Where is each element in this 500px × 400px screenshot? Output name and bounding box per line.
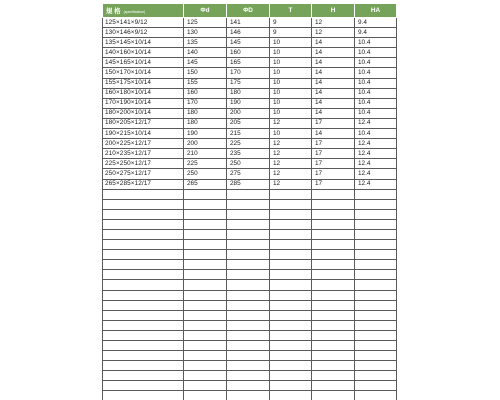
empty-cell [184, 290, 227, 300]
empty-cell [270, 240, 312, 250]
cell-h: 17 [312, 159, 355, 169]
empty-cell [103, 290, 184, 300]
cell-d-inner: 135 [184, 38, 227, 48]
empty-cell [103, 209, 184, 219]
cell-spec: 265×285×12/17 [103, 179, 184, 189]
cell-d-inner: 140 [184, 48, 227, 58]
cell-h: 14 [312, 48, 355, 58]
table-row [103, 108, 397, 118]
empty-cell [103, 330, 184, 340]
cell-h: 14 [312, 68, 355, 78]
table-row [103, 139, 397, 149]
empty-cell [355, 229, 397, 239]
empty-cell [184, 310, 227, 320]
cell-h: 14 [312, 88, 355, 98]
cell-t: 10 [270, 48, 312, 58]
cell-ha: 9.4 [355, 28, 397, 38]
empty-cell [227, 250, 270, 260]
empty-cell [312, 240, 355, 250]
empty-cell [312, 250, 355, 260]
empty-cell [312, 300, 355, 310]
empty-cell [184, 250, 227, 260]
empty-cell [103, 320, 184, 330]
header-t: T [270, 4, 312, 18]
empty-cell [103, 371, 184, 381]
empty-cell [227, 290, 270, 300]
empty-cell [184, 371, 227, 381]
cell-d-inner: 180 [184, 118, 227, 128]
table-row [103, 169, 397, 179]
table-row [103, 159, 397, 169]
spec-table [102, 3, 397, 400]
header-spec-label: 規 格 [106, 8, 121, 15]
empty-cell [270, 199, 312, 209]
cell-h: 14 [312, 58, 355, 68]
empty-cell [103, 219, 184, 229]
cell-d-outer: 165 [227, 58, 270, 68]
empty-cell [355, 199, 397, 209]
cell-d-outer: 190 [227, 98, 270, 108]
empty-cell [103, 341, 184, 351]
empty-cell [270, 250, 312, 260]
empty-cell [227, 320, 270, 330]
empty-cell [355, 270, 397, 280]
cell-t: 12 [270, 149, 312, 159]
empty-cell [227, 260, 270, 270]
empty-cell [270, 290, 312, 300]
cell-d-inner: 125 [184, 18, 227, 28]
cell-t: 10 [270, 108, 312, 118]
cell-h: 17 [312, 149, 355, 159]
empty-cell [312, 381, 355, 391]
cell-spec: 150×170×10/14 [103, 68, 184, 78]
table-row [103, 38, 397, 48]
empty-cell [355, 209, 397, 219]
empty-cell [103, 260, 184, 270]
table-row [103, 179, 397, 189]
empty-cell [184, 381, 227, 391]
empty-cell [270, 371, 312, 381]
cell-d-outer: 175 [227, 78, 270, 88]
empty-row [103, 290, 397, 300]
cell-d-outer: 225 [227, 139, 270, 149]
table-row [103, 88, 397, 98]
empty-cell [184, 219, 227, 229]
cell-d-inner: 200 [184, 139, 227, 149]
cell-spec: 130×146×9/12 [103, 28, 184, 38]
cell-d-inner: 225 [184, 159, 227, 169]
empty-cell [355, 310, 397, 320]
cell-d-inner: 170 [184, 98, 227, 108]
empty-cell [184, 229, 227, 239]
cell-ha: 10.4 [355, 88, 397, 98]
empty-cell [103, 391, 184, 400]
cell-d-outer: 250 [227, 159, 270, 169]
empty-cell [103, 300, 184, 310]
header-d-outer: ΦD [227, 4, 270, 18]
empty-cell [184, 199, 227, 209]
empty-cell [270, 209, 312, 219]
empty-cell [270, 361, 312, 371]
empty-cell [355, 290, 397, 300]
table-row [103, 68, 397, 78]
table-row [103, 118, 397, 128]
empty-row [103, 300, 397, 310]
empty-cell [355, 189, 397, 199]
cell-spec: 135×145×10/14 [103, 38, 184, 48]
empty-row [103, 219, 397, 229]
table-row [103, 18, 397, 28]
empty-row [103, 260, 397, 270]
empty-cell [270, 351, 312, 361]
empty-cell [270, 310, 312, 320]
cell-ha: 9.4 [355, 18, 397, 28]
empty-cell [355, 300, 397, 310]
empty-cell [355, 391, 397, 400]
empty-cell [355, 371, 397, 381]
cell-ha: 12.4 [355, 118, 397, 128]
empty-cell [312, 351, 355, 361]
cell-spec: 190×215×10/14 [103, 129, 184, 139]
empty-cell [312, 290, 355, 300]
cell-t: 10 [270, 38, 312, 48]
cell-ha: 10.4 [355, 68, 397, 78]
empty-cell [355, 250, 397, 260]
empty-cell [184, 330, 227, 340]
empty-cell [355, 330, 397, 340]
cell-h: 17 [312, 139, 355, 149]
empty-cell [103, 361, 184, 371]
cell-ha: 10.4 [355, 38, 397, 48]
empty-cell [184, 189, 227, 199]
cell-d-outer: 146 [227, 28, 270, 38]
empty-row [103, 351, 397, 361]
empty-cell [355, 351, 397, 361]
empty-cell [312, 371, 355, 381]
empty-cell [227, 229, 270, 239]
cell-d-inner: 250 [184, 169, 227, 179]
cell-spec: 180×200×10/14 [103, 108, 184, 118]
empty-row [103, 270, 397, 280]
cell-t: 10 [270, 98, 312, 108]
empty-cell [355, 361, 397, 371]
empty-cell [184, 361, 227, 371]
cell-t: 10 [270, 58, 312, 68]
cell-h: 17 [312, 169, 355, 179]
empty-cell [103, 280, 184, 290]
cell-h: 17 [312, 179, 355, 189]
empty-cell [103, 381, 184, 391]
empty-cell [312, 391, 355, 400]
empty-cell [270, 270, 312, 280]
empty-cell [270, 280, 312, 290]
cell-ha: 12.4 [355, 159, 397, 169]
cell-t: 9 [270, 28, 312, 38]
cell-spec: 160×180×10/14 [103, 88, 184, 98]
cell-d-outer: 215 [227, 129, 270, 139]
empty-cell [227, 219, 270, 229]
cell-ha: 10.4 [355, 58, 397, 68]
empty-cell [270, 381, 312, 391]
cell-spec: 170×190×10/14 [103, 98, 184, 108]
empty-cell [184, 351, 227, 361]
empty-cell [355, 240, 397, 250]
empty-cell [270, 320, 312, 330]
cell-spec: 200×225×12/17 [103, 139, 184, 149]
cell-spec: 155×175×10/14 [103, 78, 184, 88]
cell-t: 12 [270, 118, 312, 128]
cell-ha: 10.4 [355, 108, 397, 118]
empty-cell [103, 240, 184, 250]
cell-d-inner: 210 [184, 149, 227, 159]
empty-row [103, 240, 397, 250]
table-row [103, 58, 397, 68]
cell-d-outer: 235 [227, 149, 270, 159]
cell-d-outer: 180 [227, 88, 270, 98]
empty-cell [103, 351, 184, 361]
header-d-inner: Φd [184, 4, 227, 18]
empty-cell [312, 361, 355, 371]
cell-t: 10 [270, 68, 312, 78]
empty-cell [184, 391, 227, 400]
cell-t: 10 [270, 129, 312, 139]
empty-row [103, 341, 397, 351]
cell-d-inner: 160 [184, 88, 227, 98]
empty-cell [270, 330, 312, 340]
empty-cell [270, 300, 312, 310]
cell-spec: 180×205×12/17 [103, 118, 184, 128]
empty-cell [227, 341, 270, 351]
cell-spec: 140×160×10/14 [103, 48, 184, 58]
empty-cell [184, 240, 227, 250]
header-spec-sub: (specification) [123, 10, 146, 14]
table-row [103, 98, 397, 108]
cell-h: 12 [312, 18, 355, 28]
empty-cell [355, 260, 397, 270]
empty-cell [227, 189, 270, 199]
empty-row [103, 189, 397, 199]
cell-d-outer: 205 [227, 118, 270, 128]
cell-d-outer: 275 [227, 169, 270, 179]
header-spec [103, 4, 184, 18]
cell-spec: 125×141×9/12 [103, 18, 184, 28]
empty-cell [227, 270, 270, 280]
cell-h: 14 [312, 129, 355, 139]
cell-d-inner: 155 [184, 78, 227, 88]
cell-t: 10 [270, 88, 312, 98]
cell-t: 12 [270, 139, 312, 149]
empty-cell [270, 260, 312, 270]
header-ha: HA [355, 4, 397, 18]
empty-cell [184, 320, 227, 330]
cell-ha: 12.4 [355, 169, 397, 179]
empty-row [103, 199, 397, 209]
cell-h: 17 [312, 118, 355, 128]
empty-cell [227, 199, 270, 209]
empty-cell [103, 250, 184, 260]
empty-cell [227, 351, 270, 361]
cell-h: 14 [312, 78, 355, 88]
cell-d-inner: 180 [184, 108, 227, 118]
empty-cell [103, 199, 184, 209]
empty-cell [103, 229, 184, 239]
cell-h: 12 [312, 28, 355, 38]
cell-d-inner: 150 [184, 68, 227, 78]
cell-h: 14 [312, 98, 355, 108]
header-h: H [312, 4, 355, 18]
cell-t: 9 [270, 18, 312, 28]
cell-ha: 12.4 [355, 149, 397, 159]
empty-cell [184, 260, 227, 270]
cell-d-outer: 145 [227, 38, 270, 48]
header-row [103, 4, 397, 18]
table-row [103, 78, 397, 88]
cell-t: 12 [270, 169, 312, 179]
empty-cell [103, 270, 184, 280]
cell-t: 12 [270, 159, 312, 169]
empty-row [103, 391, 397, 400]
empty-cell [270, 229, 312, 239]
cell-d-outer: 160 [227, 48, 270, 58]
empty-cell [312, 189, 355, 199]
table-row [103, 129, 397, 139]
cell-d-outer: 141 [227, 18, 270, 28]
empty-cell [355, 280, 397, 290]
empty-cell [227, 280, 270, 290]
table-row [103, 149, 397, 159]
empty-cell [270, 341, 312, 351]
cell-d-outer: 170 [227, 68, 270, 78]
cell-d-outer: 285 [227, 179, 270, 189]
empty-row [103, 330, 397, 340]
table-row [103, 48, 397, 58]
empty-cell [355, 219, 397, 229]
empty-cell [355, 341, 397, 351]
empty-cell [312, 260, 355, 270]
table-body [103, 18, 397, 400]
empty-cell [312, 229, 355, 239]
cell-d-inner: 265 [184, 179, 227, 189]
empty-row [103, 209, 397, 219]
empty-row [103, 361, 397, 371]
empty-cell [227, 381, 270, 391]
empty-cell [103, 310, 184, 320]
empty-cell [227, 209, 270, 219]
cell-t: 12 [270, 179, 312, 189]
table-row [103, 28, 397, 38]
empty-cell [312, 199, 355, 209]
cell-ha: 10.4 [355, 98, 397, 108]
cell-d-outer: 200 [227, 108, 270, 118]
empty-cell [312, 280, 355, 290]
empty-cell [227, 310, 270, 320]
empty-cell [227, 391, 270, 400]
empty-cell [355, 320, 397, 330]
cell-ha: 12.4 [355, 139, 397, 149]
empty-cell [184, 341, 227, 351]
empty-row [103, 250, 397, 260]
empty-cell [227, 300, 270, 310]
empty-cell [312, 310, 355, 320]
empty-cell [270, 391, 312, 400]
cell-ha: 12.4 [355, 179, 397, 189]
empty-cell [312, 330, 355, 340]
empty-cell [270, 219, 312, 229]
empty-row [103, 310, 397, 320]
empty-cell [227, 361, 270, 371]
cell-d-inner: 145 [184, 58, 227, 68]
cell-t: 10 [270, 78, 312, 88]
empty-row [103, 371, 397, 381]
empty-row [103, 280, 397, 290]
cell-h: 14 [312, 38, 355, 48]
empty-row [103, 320, 397, 330]
cell-ha: 10.4 [355, 129, 397, 139]
empty-cell [184, 280, 227, 290]
empty-cell [312, 209, 355, 219]
empty-cell [312, 320, 355, 330]
empty-cell [312, 270, 355, 280]
cell-ha: 10.4 [355, 78, 397, 88]
empty-row [103, 381, 397, 391]
empty-cell [312, 219, 355, 229]
empty-cell [227, 371, 270, 381]
cell-d-inner: 190 [184, 129, 227, 139]
empty-cell [270, 189, 312, 199]
cell-spec: 145×165×10/14 [103, 58, 184, 68]
empty-row [103, 229, 397, 239]
cell-spec: 210×235×12/17 [103, 149, 184, 159]
empty-cell [103, 189, 184, 199]
empty-cell [227, 240, 270, 250]
cell-spec: 225×250×12/17 [103, 159, 184, 169]
empty-cell [184, 270, 227, 280]
empty-cell [312, 341, 355, 351]
empty-cell [184, 209, 227, 219]
empty-cell [184, 300, 227, 310]
empty-cell [355, 381, 397, 391]
cell-d-inner: 130 [184, 28, 227, 38]
cell-spec: 250×275×12/17 [103, 169, 184, 179]
cell-h: 14 [312, 108, 355, 118]
empty-cell [227, 330, 270, 340]
cell-ha: 10.4 [355, 48, 397, 58]
